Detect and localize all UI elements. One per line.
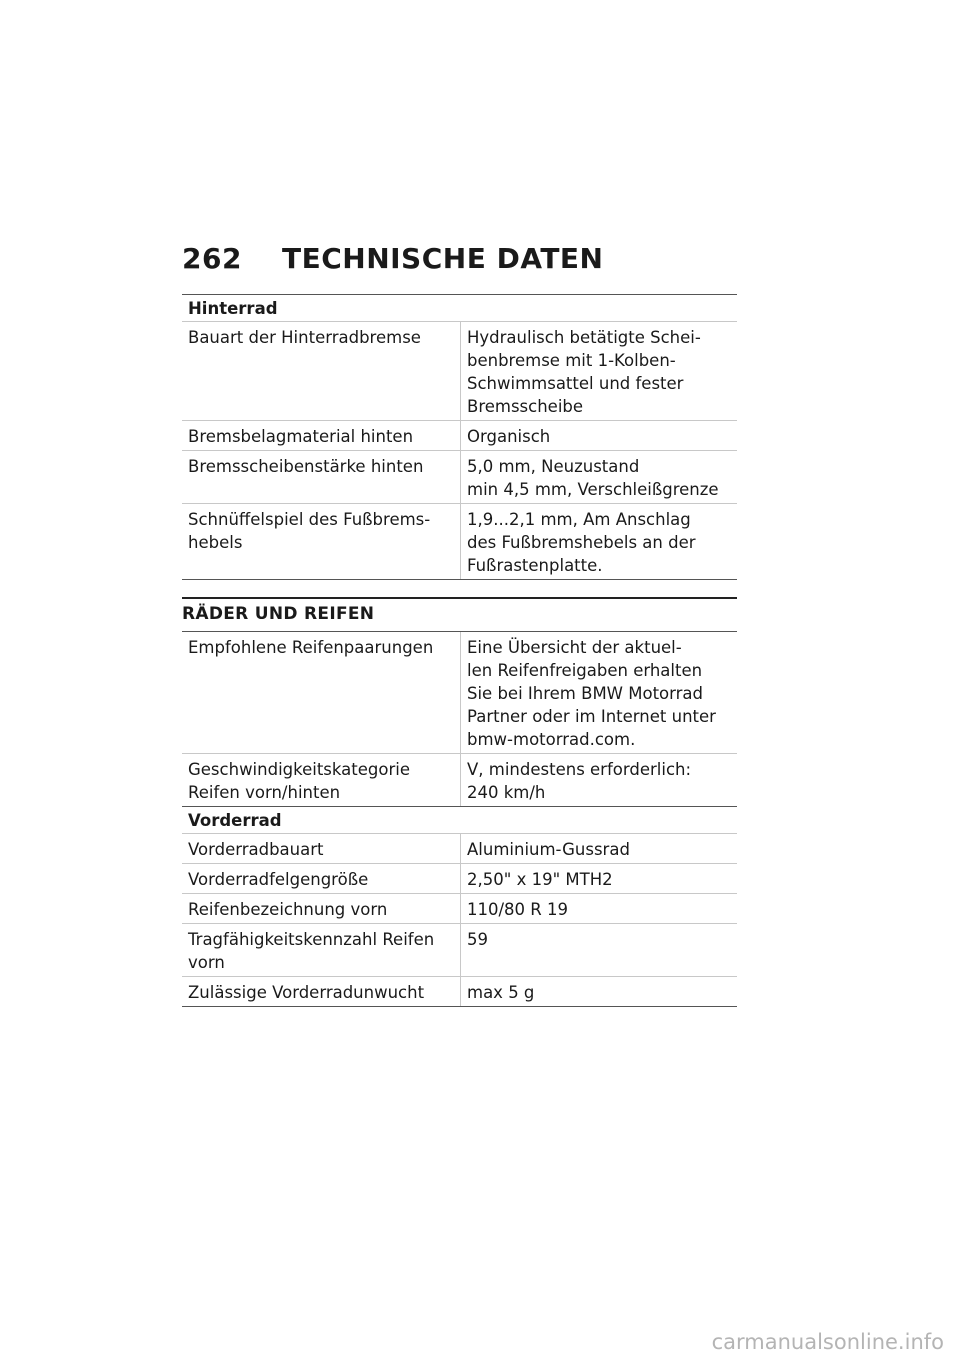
spec-label: Reifenbezeichnung vorn [182, 894, 461, 924]
spec-value [461, 864, 738, 894]
spec-content [182, 294, 737, 1007]
spec-value [461, 632, 738, 754]
spec-value-line: bmw-motorrad.com. [467, 730, 636, 749]
hinterrad-table [182, 321, 737, 580]
spec-label: Bremsbelagmaterial hinten [182, 421, 461, 451]
spec-value [461, 924, 738, 977]
spec-row [182, 754, 737, 807]
spec-value-line: Eine Übersicht der aktuel- [467, 638, 682, 657]
spec-value [461, 421, 738, 451]
spec-row [182, 451, 737, 504]
spec-value-line: des Fußbremshebels an der [467, 533, 696, 552]
spec-label: Vorderradfelgengröße [182, 864, 461, 894]
spec-value [461, 322, 738, 421]
hinterrad-heading: Hinterrad [182, 294, 737, 321]
spec-value-line: V, mindestens erforderlich: [467, 760, 692, 779]
vorderrad-heading: Vorderrad [188, 811, 282, 830]
spec-value [461, 834, 738, 864]
raeder-section-title: RÄDER UND REIFEN [182, 597, 737, 631]
spec-value-line: 110/80 R 19 [467, 900, 568, 919]
raeder-table [182, 631, 737, 807]
spec-row [182, 834, 737, 864]
vorderrad-table [182, 833, 737, 1007]
spec-value-line: 240 km/h [467, 783, 546, 802]
spec-value-line: len Reifenfreigaben erhalten [467, 661, 703, 680]
spec-label: Bauart der Hinterradbremse [182, 322, 461, 421]
page-header [182, 242, 603, 275]
page-title: TECHNISCHE DATEN [282, 242, 604, 275]
spec-row [182, 322, 737, 421]
spec-label: Tragfähigkeitskennzahl Reifen vorn [182, 924, 461, 977]
spec-value-line: Bremsscheibe [467, 397, 584, 416]
spec-value-line: Aluminium-Gussrad [467, 840, 630, 859]
spec-value [461, 977, 738, 1007]
page-number: 262 [182, 242, 242, 275]
spec-value-line: min 4,5 mm, Verschleißgrenze [467, 480, 719, 499]
spec-value [461, 504, 738, 580]
spec-value [461, 894, 738, 924]
spec-value-line: Organisch [467, 427, 551, 446]
spec-value-line: 5,0 mm, Neuzustand [467, 457, 640, 476]
spec-value-line: Fußrastenplatte. [467, 556, 603, 575]
spec-row [182, 504, 737, 580]
spec-label: Zulässige Vorderradunwucht [182, 977, 461, 1007]
spec-value-line: 2,50" x 19" MTH2 [467, 870, 613, 889]
spec-row [182, 632, 737, 754]
spec-label: Vorderradbauart [182, 834, 461, 864]
spec-label: Schnüffelspiel des Fußbrems- hebels [182, 504, 461, 580]
spec-row [182, 421, 737, 451]
spec-row [182, 864, 737, 894]
spec-value-line: Hydraulisch betätigte Schei- [467, 328, 701, 347]
spec-value-line: 1,9...2,1 mm, Am Anschlag [467, 510, 691, 529]
spec-value [461, 754, 738, 807]
spec-value-line: benbremse mit 1-Kolben- [467, 351, 676, 370]
watermark: carmanualsonline.info [711, 1330, 944, 1354]
spec-value-line: Schwimmsattel und fester [467, 374, 684, 393]
spec-row [182, 977, 737, 1007]
spec-value-line: Sie bei Ihrem BMW Motorrad [467, 684, 703, 703]
spec-label: Geschwindigkeitskategorie Reifen vorn/hinten [182, 754, 461, 807]
spec-value [461, 451, 738, 504]
spec-label: Bremsscheibenstärke hinten [182, 451, 461, 504]
spec-label: Empfohlene Reifenpaarungen [182, 632, 461, 754]
spec-value-line: 59 [467, 930, 488, 949]
spec-row [182, 924, 737, 977]
spec-value-line: max 5 g [467, 983, 535, 1002]
spec-value-line: Partner oder im Internet unter [467, 707, 716, 726]
spec-row [182, 894, 737, 924]
